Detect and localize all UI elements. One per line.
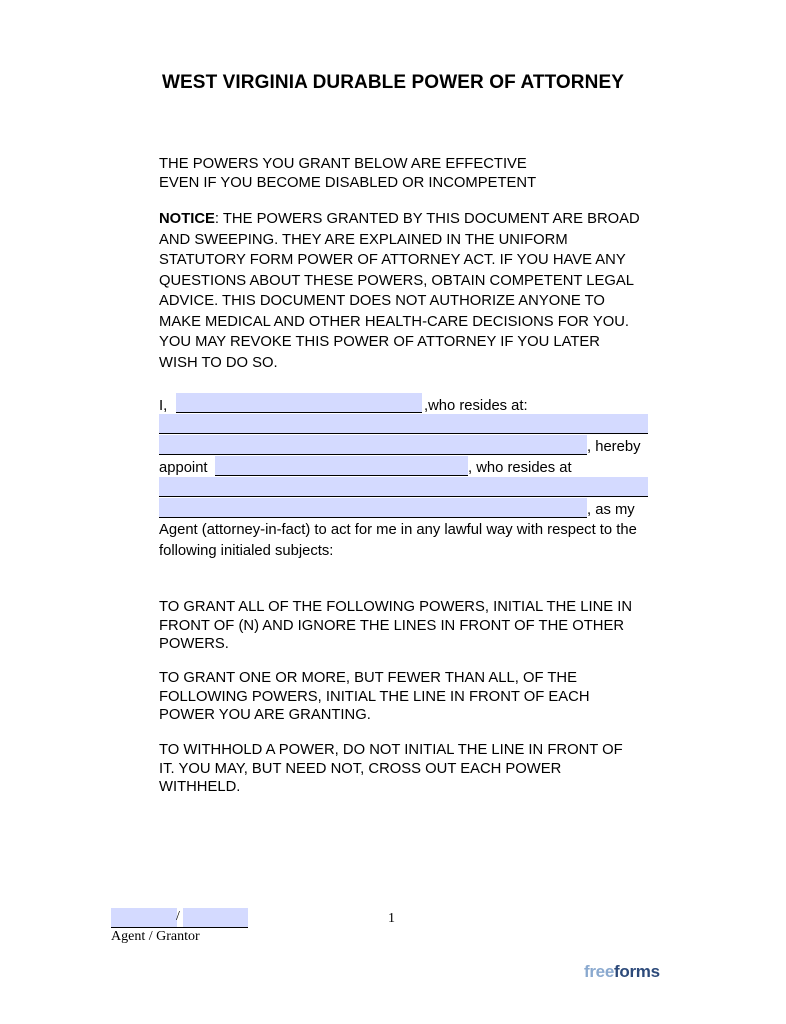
instruction-line: TO GRANT ONE OR MORE, BUT FEWER THAN ALL, OF THE [159,670,577,686]
i-label: I, [159,398,168,414]
instruction-line: IT. YOU MAY, BUT NEED NOT, CROSS OUT EACH POWER [159,760,562,777]
notice-line: : THE POWERS GRANTED BY THIS DOCUMENT ARE BROAD [214,211,640,227]
hereby-label: , hereby [587,439,641,455]
instruction-line: TO WITHHOLD A POWER, DO NOT INITIAL THE LINE IN FRONT OF [159,742,623,758]
effective-notice-line: EVEN IF YOU BECOME DISABLED OR INCOMPETENT [159,174,537,191]
agent-authority-line: Agent (attorney-in-fact) to act for me in any lawful way with respect to the [159,522,637,538]
grantor-initials-field[interactable] [183,908,248,927]
grantor-name-field[interactable] [176,393,422,413]
agent-authority-line: following initialed subjects: [159,542,334,559]
initials-separator: / [176,909,180,924]
effective-notice [159,155,689,192]
notice-line: AND SWEEPING. THEY ARE EXPLAINED IN THE UNIFORM [159,231,568,248]
initials-label: Agent / Grantor [111,929,200,944]
instruction-line: POWER YOU ARE GRANTING. [159,707,371,723]
who-resides-at-label: , who resides at [468,460,572,476]
notice-line: ADVICE. THIS DOCUMENT DOES NOT AUTHORIZE ANYONE TO [159,293,605,309]
initials-underline [111,927,248,928]
agent-authority-text [159,520,699,561]
grantor-address-line-1-field[interactable] [159,414,648,434]
appoint-label: appoint [159,460,208,476]
who-resides-at-label: ,who resides at: [424,398,528,414]
notice-paragraph [159,209,689,373]
agent-initials-field[interactable] [111,908,177,927]
logo-free-text: free [584,962,614,981]
instruction-line: FRONT OF (N) AND IGNORE THE LINES IN FRONT OF THE OTHER [159,617,625,634]
effective-notice-line: THE POWERS YOU GRANT BELOW ARE EFFECTIVE [159,156,527,172]
agent-address-line-2-field[interactable] [159,498,587,518]
notice-line: MAKE MEDICAL AND OTHER HEALTH-CARE DECISIONS FOR YOU. [159,313,630,330]
grantor-address-line-2-field[interactable] [159,435,587,455]
notice-line: YOU MAY REVOKE THIS POWER OF ATTORNEY IF YOU LATER [159,334,600,350]
logo-forms-text: forms [614,962,660,981]
instruction-line: FOLLOWING POWERS, INITIAL THE LINE IN FRONT OF EACH [159,688,590,705]
page-number: 1 [388,911,395,926]
instruction-grant-some [159,669,689,725]
notice-label: NOTICE [159,211,215,227]
agent-address-line-1-field[interactable] [159,477,648,497]
document-title: WEST VIRGINIA DURABLE POWER OF ATTORNEY [161,72,624,93]
notice-line: QUESTIONS ABOUT THESE POWERS, OBTAIN COMPETENT LEGAL [159,272,634,289]
instruction-line: TO GRANT ALL OF THE FOLLOWING POWERS, INITIAL THE LINE IN [159,599,633,615]
as-my-label: , as my [587,502,635,518]
instruction-line: WITHHELD. [159,779,241,795]
instruction-line: POWERS. [159,636,229,652]
freeforms-logo [584,962,660,982]
agent-name-field[interactable] [215,456,468,476]
instruction-grant-all [159,598,689,654]
notice-line: WISH TO DO SO. [159,354,278,371]
notice-line: STATUTORY FORM POWER OF ATTORNEY ACT. IF YOU HAVE ANY [159,252,626,268]
instruction-withhold [159,741,689,797]
